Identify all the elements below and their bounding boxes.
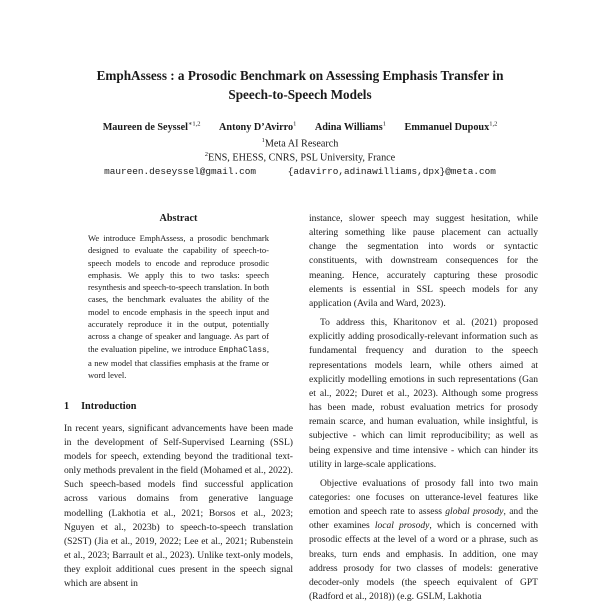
left-column [64, 212, 293, 591]
author: Maureen de Seyssel$^{∗1,2}$ [102, 121, 201, 134]
right-column [309, 212, 538, 604]
author-list [40, 118, 560, 135]
author: Adina Williams$^1$ [314, 121, 386, 134]
section-heading: 1 Introduction [64, 400, 137, 412]
affiliation: $^1$Meta AI Research [261, 137, 339, 150]
body-paragraph: To address this, Kharitonov et al. (2021) proposed explicitly adding prosodically-relevant information such as fundamental frequency and duration to the speech representations models learn, while others aimed at explicitly modelling emotions in such representations (Gan et al., 2022; Duret et al., 2023). Although some progress has been made, robust evaluation metrics for prosody remain scarce, and human evaluation, while insightful, is subjective - which can limit reproducibility; as well as being expensive and time intensive - which can hinder its utility in large-scale applications. [309, 317, 538, 470]
paper-title [60, 66, 540, 104]
email: maureen.deseyssel@gmail.com [104, 166, 257, 177]
abstract-heading: Abstract [159, 213, 198, 224]
email: {adavirro,adinawilliams,dpx}@meta.com [287, 166, 496, 177]
author: Emmanuel Dupoux$^{1,2}$ [404, 121, 498, 134]
abstract-text: We introduce EmphAssess, a prosodic benchmark designed to evaluate the capability of speech-to-speech models to encode and reproduce prosodic emphasis. We apply this to two tasks: speech resynthesis and speech-to-speech translation. In both cases, the benchmark evaluates the ability of the model to encode emphasis in the speech input and accurately reproduce it in the output, potentially across a change of speaker and language. As part of the evaluation pipeline, we introduce EmphaClass, a new model that classifies emphasis at the frame or word level. [88, 233, 269, 381]
author-emails [40, 165, 560, 178]
body-paragraph: Objective evaluations of prosody fall into two main categories: one focuses on utterance-level features like emotion and speech rate to assess global prosody, and the other examines local prosody, which is concerned with prosodic effects at the level of a word or a phrase, such as breaks, turn ends and emphasis. In addition, one may address prosody for two classes of models: generative decoder-only models (the speech equivalent of GPT (Radford et al., 2018)) (e.g. GSLM, Lakhotia [309, 477, 539, 603]
intro-paragraph: In recent years, significant advancements have been made in the development of Self-Supervised Learning (SSL) models for speech, extending beyond the traditional text-only methods prevalent in the field (Mohamed et al., 2022). Such speech-based models find successful application across various domains from generative language modelling (Lakhotia et al., 2021; Borsos et al., 2023; Nguyen et al., 2023b) to speech-to-speech translation (S2ST) (Jia et al., 2019, 2022; Lee et al., 2021; Rubenstein et al., 2023; Barrault et al., 2023). Unlike text-only models, they exploit additional cues present in the speech signal which are absent in [64, 422, 293, 590]
body-paragraph: instance, slower speech may suggest hesitation, while altering something like pause placement can actually change the segmentation into words or syntactic constituents, with downstream consequences for the meaning. Hence, accurately capturing these prosodic elements is essential in SSL speech models for any application (Avila and Ward, 2023). [309, 213, 538, 309]
author: Antony D’Avirro$^1$ [219, 121, 297, 134]
title-line-2: Speech-to-Speech Models [228, 87, 372, 102]
affiliation: $^2$ENS, EHESS, CNRS, PSL University, France [204, 151, 396, 164]
title-line-1: EmphAssess : a Prosodic Benchmark on Assessing Emphasis Transfer in [96, 68, 504, 83]
